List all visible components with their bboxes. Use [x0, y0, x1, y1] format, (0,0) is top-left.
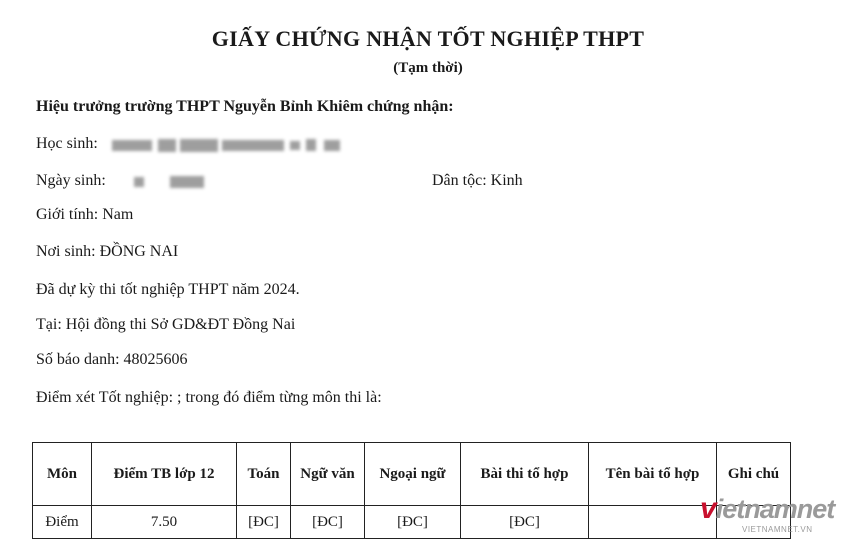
table-cell: 7.50 [92, 506, 237, 539]
exam-statement: Đã dự kỳ thi tốt nghiệp THPT năm 2024. [36, 281, 300, 298]
student-label: Học sinh: [36, 135, 98, 152]
table-cell: [ĐC] [365, 506, 461, 539]
redacted-name-part [158, 139, 176, 152]
table-header-cell: Tên bài tổ hợp [589, 443, 717, 506]
table-cell: [ĐC] [237, 506, 291, 539]
table-header-cell: Môn [33, 443, 92, 506]
candidate-number: Số báo danh: 48025606 [36, 351, 188, 368]
certificate-subtitle: (Tạm thời) [393, 60, 463, 76]
table-header-cell: Toán [237, 443, 291, 506]
table-header-cell: Ngữ văn [291, 443, 365, 506]
table-cell [589, 506, 717, 539]
redacted-name-part [112, 140, 152, 151]
redacted-dob-part [134, 177, 144, 187]
table-cell: [ĐC] [291, 506, 365, 539]
birthplace-field: Nơi sinh: ĐỒNG NAI [36, 243, 179, 260]
table-header-cell: Ngoại ngữ [365, 443, 461, 506]
table-header-cell: Điểm TB lớp 12 [92, 443, 237, 506]
logo-text-rest: ietnamnet [715, 494, 835, 524]
redacted-name-part [324, 140, 340, 151]
exam-venue: Tại: Hội đồng thi Sở GD&ĐT Đồng Nai [36, 316, 296, 333]
redacted-name-part [306, 139, 316, 151]
table-header-row [33, 443, 791, 506]
redacted-name-part [222, 140, 284, 151]
dob-label: Ngày sinh: [36, 172, 106, 189]
gender-field: Giới tính: Nam [36, 206, 134, 223]
redacted-name-part [290, 141, 300, 150]
score-statement: Điểm xét Tốt nghiệp: ; trong đó điểm từng môn thi là: [36, 389, 382, 406]
table-header-cell: Ghi chú [717, 443, 791, 506]
table-cell: [ĐC] [461, 506, 589, 539]
ethnicity-field: Dân tộc: Kinh [432, 172, 523, 189]
table-row [33, 506, 791, 539]
redacted-name-part [180, 139, 218, 152]
watermark-url: VIETNAMNET.VN [742, 525, 813, 534]
vietnamnet-logo: vietnamnet [700, 492, 835, 525]
certificate-title: GIẤY CHỨNG NHẬN TỐT NGHIỆP THPT [211, 26, 645, 51]
table-header-cell: Bài thi tổ hợp [461, 443, 589, 506]
grades-table [32, 442, 791, 539]
table-cell: Điểm [33, 506, 92, 539]
principal-statement: Hiệu trưởng trường THPT Nguyễn Bỉnh Khiêm chứng nhận: [36, 98, 454, 115]
redacted-dob-part [170, 176, 204, 188]
